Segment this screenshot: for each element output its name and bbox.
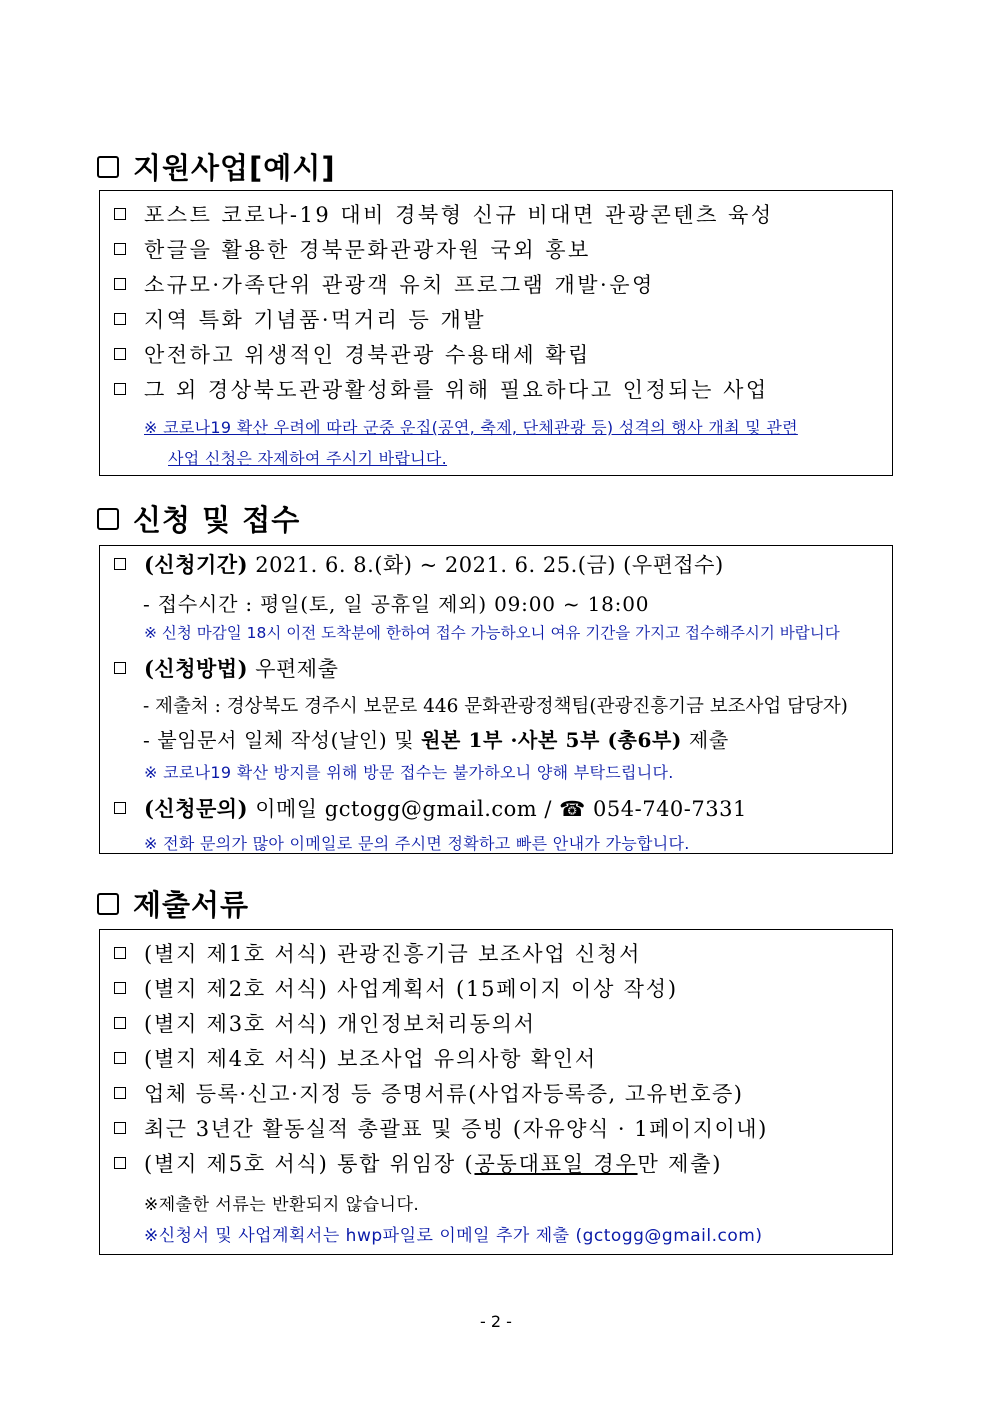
section-heading-docs: [97, 883, 249, 924]
apply-period-note: ※ 신청 마감일 18시 이전 도착분에 한하여 접수 가능하오니 여유 기간을 가지고 접수해주시기 바랍니다: [144, 624, 840, 642]
square-bullet-icon: [114, 278, 126, 290]
list-item: 업체 등록·신고·지정 등 증명서류(사업자등록증, 고유번호증): [114, 1078, 743, 1108]
list-item: 그 외 경상북도관광활성화를 위해 필요하다고 인정되는 사업: [114, 374, 769, 404]
square-bullet-icon: [114, 1052, 126, 1064]
apply-panel: [99, 545, 893, 854]
docs-note-email: ※신청서 및 사업계획서는 hwp파일로 이메일 추가 제출 (gctogg@gmail.com): [144, 1226, 763, 1246]
docs-note-return: ※제출한 서류는 반환되지 않습니다.: [144, 1195, 420, 1215]
apply-period: (신청기간) 2021. 6. 8.(화) ~ 2021. 6. 25.(금) (우편접수): [114, 549, 724, 579]
square-bullet-icon: [114, 208, 126, 220]
square-bullet-icon: [114, 1017, 126, 1029]
apply-method-documents: - 붙임문서 일체 작성(날인) 및 원본 1부 ·사본 5부 (총6부) 제출: [143, 728, 729, 752]
apply-contact: (신청문의) 이메일 gctogg@gmail.com / ☎ 054-740-7331: [114, 793, 747, 823]
list-item: (별지 제4호 서식) 보조사업 유의사항 확인서: [114, 1043, 597, 1073]
list-item: 지역 특화 기념품·먹거리 등 개발: [114, 304, 486, 334]
support-panel: [99, 190, 893, 476]
square-bullet-icon: [114, 558, 126, 570]
list-item: 안전하고 위생적인 경북관광 수용태세 확립: [114, 339, 591, 369]
support-note-line1: ※ 코로나19 확산 우려에 따라 군중 운집(공연, 축제, 단체관광 등) 성격의 행사 개최 및 관련: [144, 418, 798, 437]
apply-contact-note: ※ 전화 문의가 많아 이메일로 문의 주시면 정확하고 빠른 안내가 가능합니다.: [144, 834, 690, 853]
square-bullet-icon: [114, 348, 126, 360]
square-bullet-icon: [114, 313, 126, 325]
square-bullet-icon: [114, 1157, 126, 1169]
section-title: 제출서류: [133, 888, 250, 922]
docs-panel: [99, 929, 893, 1255]
list-item: 포스트 코로나-19 대비 경북형 신규 비대면 관광콘텐츠 육성: [114, 199, 774, 229]
section-heading-support: [97, 146, 336, 187]
list-item: 소규모·가족단위 관광객 유치 프로그램 개발·운영: [114, 269, 655, 299]
list-item: (별지 제5호 서식) 통합 위임장 (공동대표일 경우만 제출): [114, 1148, 722, 1178]
list-item: (별지 제3호 서식) 개인정보처리동의서: [114, 1008, 536, 1038]
square-bullet-icon: [114, 243, 126, 255]
section-heading-apply: [97, 498, 300, 539]
section-title: 지원사업[예시]: [133, 151, 336, 185]
apply-method-note: ※ 코로나19 확산 방지를 위해 방문 접수는 불가하오니 양해 부탁드립니다.: [144, 763, 674, 782]
page-number: - 2 -: [480, 1312, 512, 1331]
checkbox-icon: [97, 508, 119, 530]
list-item: 최근 3년간 활동실적 총괄표 및 증빙 (자유양식 · 1페이지이내): [114, 1113, 768, 1143]
list-item: (별지 제2호 서식) 사업계획서 (15페이지 이상 작성): [114, 973, 678, 1003]
apply-method: (신청방법) 우편제출: [114, 653, 338, 683]
section-title: 신청 및 접수: [133, 503, 301, 537]
square-bullet-icon: [114, 1087, 126, 1099]
square-bullet-icon: [114, 982, 126, 994]
list-item: (별지 제1호 서식) 관광진흥기금 보조사업 신청서: [114, 938, 641, 968]
square-bullet-icon: [114, 1122, 126, 1134]
square-bullet-icon: [114, 947, 126, 959]
phone-icon: ☎: [559, 797, 586, 821]
list-item: 한글을 활용한 경북문화관광자원 국외 홍보: [114, 234, 591, 264]
apply-period-hours: - 접수시간 : 평일(토, 일 공휴일 제외) 09:00 ~ 18:00: [143, 592, 650, 616]
square-bullet-icon: [114, 802, 126, 814]
support-note-line2: 사업 신청은 자제하여 주시기 바랍니다.: [168, 449, 448, 468]
square-bullet-icon: [114, 383, 126, 395]
square-bullet-icon: [114, 662, 126, 674]
checkbox-icon: [97, 156, 119, 178]
apply-method-destination: - 제출처 : 경상북도 경주시 보문로 446 문화관광정책팀(관광진흥기금 보조사업 담당자): [143, 696, 848, 717]
checkbox-icon: [97, 893, 119, 915]
